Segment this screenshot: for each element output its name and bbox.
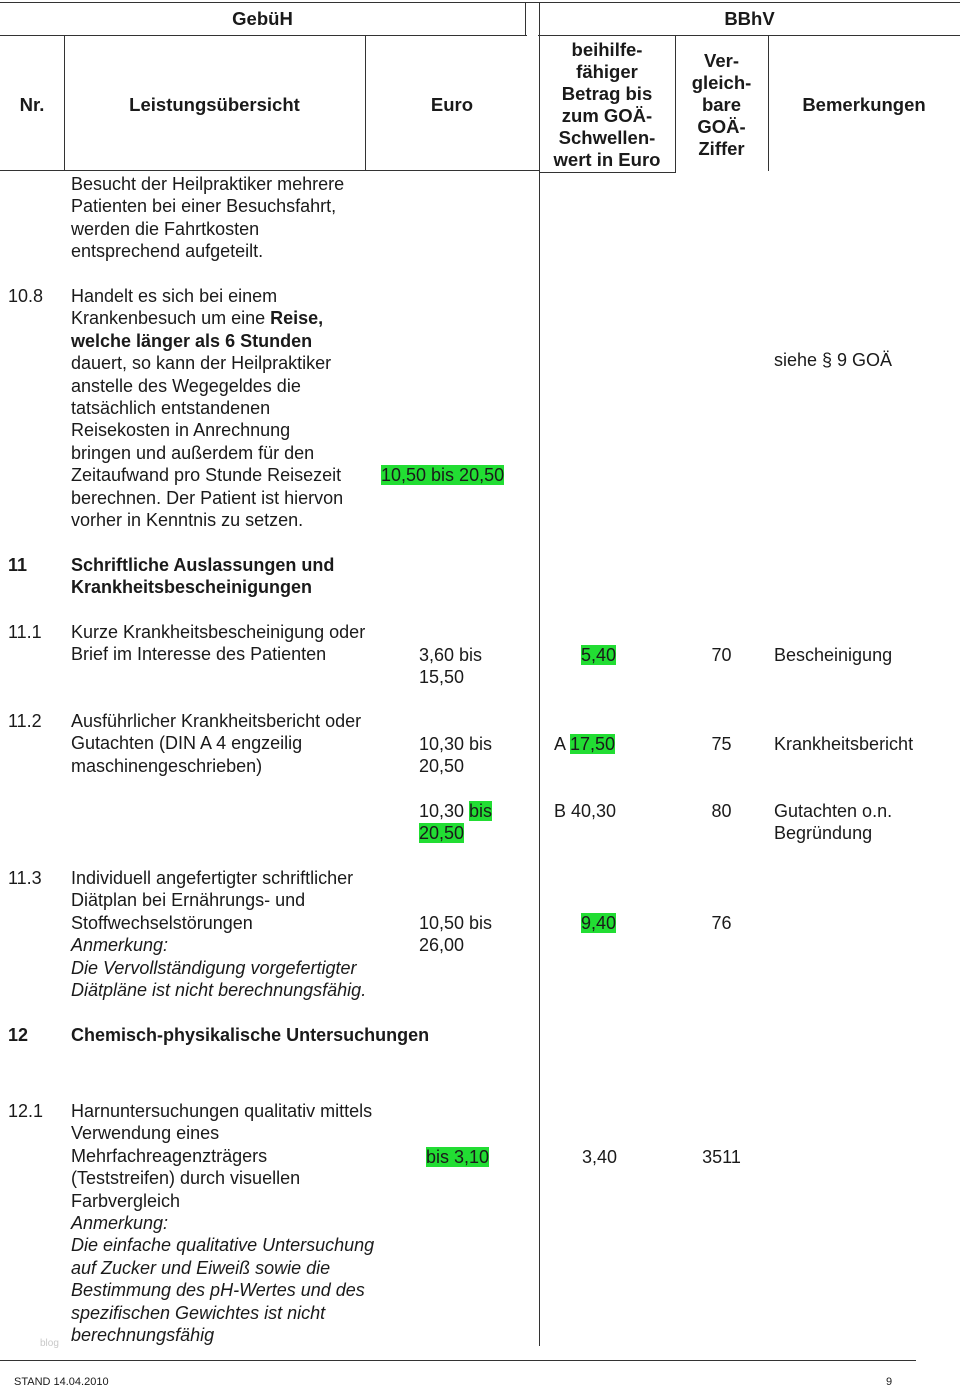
remark: siehe § 9 GOÄ — [774, 350, 893, 370]
row-10-8-description: Handelt es sich bei einem Krankenbesuch um eine Reise, welche länger als 6 Stunden dauert, so kann der Heilpraktiker anstelle des Wegegeldes die tatsächlich entstandenen Reisekosten in Anrechnung bringen und außerdem für den Zeitaufwand pro Stunde Reisezeit berechnen. Der Patient ist hiervon vorher in Kenntnis zu setzen. — [71, 286, 344, 531]
remark: Gutachten o.n. Begründung — [774, 801, 893, 844]
header-divider-line — [0, 35, 527, 36]
intro-text: Besucht der Heilpraktiker mehrere Patienten bei einer Besuchsfahrt, werden die Fahrtkosten entsprechend aufgeteilt. — [71, 174, 345, 262]
header-divider-line — [538, 35, 960, 36]
highlight-mark: 20,50 — [419, 823, 465, 844]
beihilfe-value: 3,40 — [582, 1147, 618, 1167]
highlight-mark: 17,50 — [570, 734, 616, 754]
row-number: 11.2 — [8, 711, 42, 731]
goae-column-header: Ver- gleich- bare GOÄ- Ziffer — [691, 50, 752, 159]
beihilfe-value: B 40,30 — [554, 801, 617, 821]
section-title: Schriftliche Auslassungen und Krankheitsbescheinigungen — [71, 555, 335, 598]
euro-value: 10,30 bis 20,50 — [419, 734, 493, 777]
goae-number: 80 — [711, 801, 732, 821]
leistung-column-header: Leistungsübersicht — [129, 94, 300, 115]
footer-rule — [0, 1360, 916, 1361]
page-number: 9 — [886, 1376, 893, 1388]
section-number: 12 — [8, 1025, 29, 1045]
highlight-mark: 5,40 — [581, 645, 617, 665]
row-11-2-description: Ausführlicher Krankheitsbericht oder Gutachten (DIN A 4 engzeilig maschinengeschrieben) — [71, 711, 362, 776]
nr-column-header: Nr. — [19, 94, 45, 115]
row-11-3-description: Individuell angefertigter schriftlicher Diätplan bei Ernährungs- und Stoffwechselstörungen Anmerkung: Die Vervollständigung vorgefertigter Diätpläne ist nicht berechnungsfähig. — [71, 868, 367, 1001]
footer-stand: STAND 14.04.2010 — [14, 1376, 109, 1388]
header-top-border — [0, 2, 960, 3]
row-number: 11.3 — [8, 868, 42, 888]
row-number: 12.1 — [8, 1101, 44, 1121]
euro-column-header: Euro — [430, 94, 474, 115]
beihilfe-value — [581, 644, 616, 666]
goae-number: 76 — [711, 913, 732, 933]
row-number: 10.8 — [8, 286, 44, 306]
header-bottom-border — [0, 170, 539, 171]
remark: Bescheinigung — [774, 645, 893, 665]
header-bottom-border — [539, 172, 675, 173]
row-number: 11.1 — [8, 622, 42, 642]
beihilfe-column-header: beihilfe- fähiger Betrag bis zum GOÄ- Schwellen- wert in Euro — [553, 39, 661, 170]
highlight-mark: 10,50 bis 20,50 — [381, 465, 505, 485]
gebueh-heading: GebüH — [232, 8, 293, 29]
highlight-mark: bis — [469, 801, 493, 821]
section-number: 11 — [8, 555, 28, 575]
row-11-1-description: Kurze Krankheitsbescheinigung oder Brief im Interesse des Patienten — [71, 622, 366, 665]
highlight-mark: bis 3,10 — [426, 1147, 490, 1167]
euro-value: 10,30 bis 20,50 — [419, 801, 493, 844]
euro-value: 10,50 bis 26,00 — [419, 913, 493, 956]
euro-value — [381, 464, 504, 486]
euro-value: 3,60 bis 15,50 — [419, 645, 483, 688]
beihilfe-value: A 17,50 — [554, 734, 616, 754]
section-title: Chemisch-physikalische Untersuchungen — [71, 1025, 430, 1045]
bbhv-heading: BBhV — [724, 8, 775, 29]
remark: Krankheitsbericht — [774, 734, 914, 754]
highlight-mark: 9,40 — [581, 913, 617, 933]
bemerkungen-column-header: Bemerkungen — [802, 94, 926, 115]
column-divider-bbhv — [539, 2, 540, 1346]
goae-number: 70 — [711, 645, 732, 665]
row-12-1-description: Harnuntersuchungen qualitativ mittels Verwendung eines Mehrfachreagenzträgers (Teststreifen) durch visuellen Farbvergleich Anmerkung: Die einfache qualitative Untersuchung auf Zucker und Eiweiß sowie die Bestimmung des pH-Wertes und des spezifischen Gewichtes ist nicht berechnungsfähig — [71, 1101, 375, 1346]
goae-number: 3511 — [702, 1147, 741, 1167]
euro-value — [426, 1146, 489, 1168]
beihilfe-value — [581, 912, 616, 934]
watermark: blog — [40, 1338, 59, 1349]
goae-number: 75 — [711, 734, 732, 754]
column-divider — [525, 2, 526, 36]
